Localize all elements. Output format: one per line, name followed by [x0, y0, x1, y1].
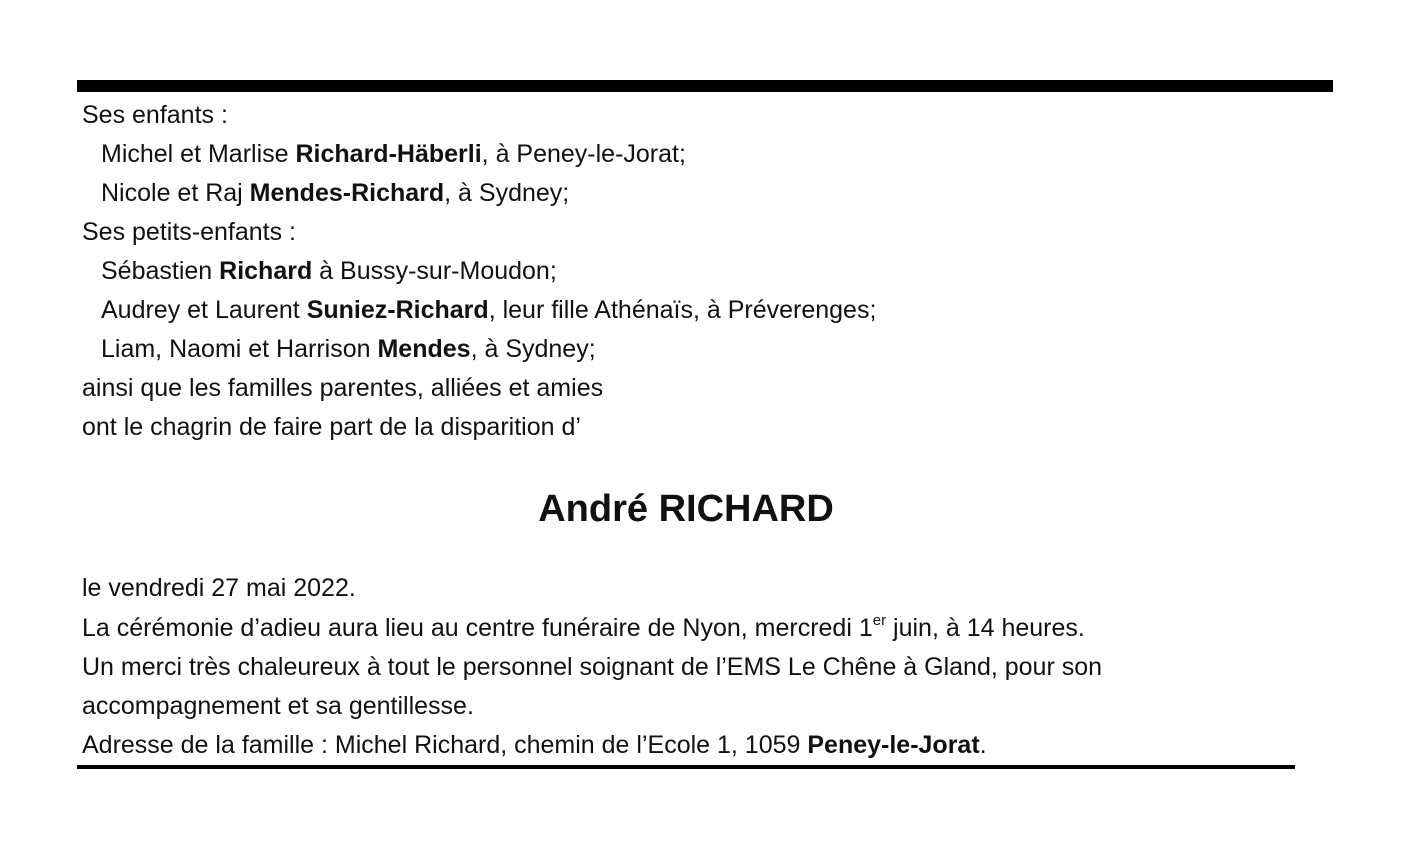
ceremony-ordinal: er: [872, 611, 887, 629]
thanks-line: Un merci très chaleureux à tout le personnel soignant de l’EMS Le Chêne à Gland, pour son: [82, 653, 1103, 681]
grandchildren-heading: Ses petits-enfants :: [82, 218, 297, 246]
grandchild-location: , leur fille Athénaïs, à Préverenges;: [488, 296, 877, 324]
child-location: , à Peney-le-Jorat;: [481, 140, 686, 168]
ceremony-text: La cérémonie d’adieu aura lieu au centre funéraire de Nyon, mercredi 1: [82, 614, 873, 642]
child-surname: Richard-Häberli: [295, 140, 482, 168]
deceased-name: André RICHARD: [538, 488, 834, 530]
children-heading: Ses enfants :: [82, 101, 228, 129]
child-first-names: Michel et Marlise: [101, 140, 296, 168]
grandchild-first-names: Audrey et Laurent: [101, 296, 307, 324]
top-rule: [77, 80, 1333, 92]
grandchild-entry: [101, 334, 596, 364]
bottom-rule: [77, 765, 1295, 769]
date-line: le vendredi 27 mai 2022.: [82, 574, 356, 602]
ceremony-time: juin, à 14 heures.: [886, 614, 1085, 642]
grandchild-surname: Suniez-Richard: [306, 296, 489, 324]
child-location: , à Sydney;: [444, 179, 570, 207]
family-address: [82, 730, 987, 760]
families-line: ainsi que les familles parentes, alliées et amies: [82, 374, 604, 402]
grandchild-location: , à Sydney;: [470, 335, 596, 363]
address-locality: Peney-le-Jorat: [807, 731, 980, 759]
child-surname: Mendes-Richard: [249, 179, 445, 207]
grandchild-first-names: Liam, Naomi et Harrison: [101, 335, 378, 363]
child-entry: [101, 139, 686, 169]
address-text: Adresse de la famille : Michel Richard, chemin de l’Ecole 1, 1059: [82, 731, 808, 759]
grandchild-first-names: Sébastien: [101, 257, 220, 285]
address-period: .: [979, 731, 987, 759]
child-entry: [101, 178, 569, 208]
child-first-names: Nicole et Raj: [101, 179, 250, 207]
grandchild-surname: Richard: [219, 257, 313, 285]
grandchild-entry: [101, 256, 557, 286]
grandchild-location: à Bussy-sur-Moudon;: [312, 257, 557, 285]
announcement-line: ont le chagrin de faire part de la disparition d’: [82, 413, 581, 441]
thanks-line-continued: accompagnement et sa gentillesse.: [82, 692, 474, 720]
grandchild-surname: Mendes: [377, 335, 471, 363]
grandchild-entry: [101, 295, 876, 325]
ceremony-line: [82, 613, 1085, 643]
